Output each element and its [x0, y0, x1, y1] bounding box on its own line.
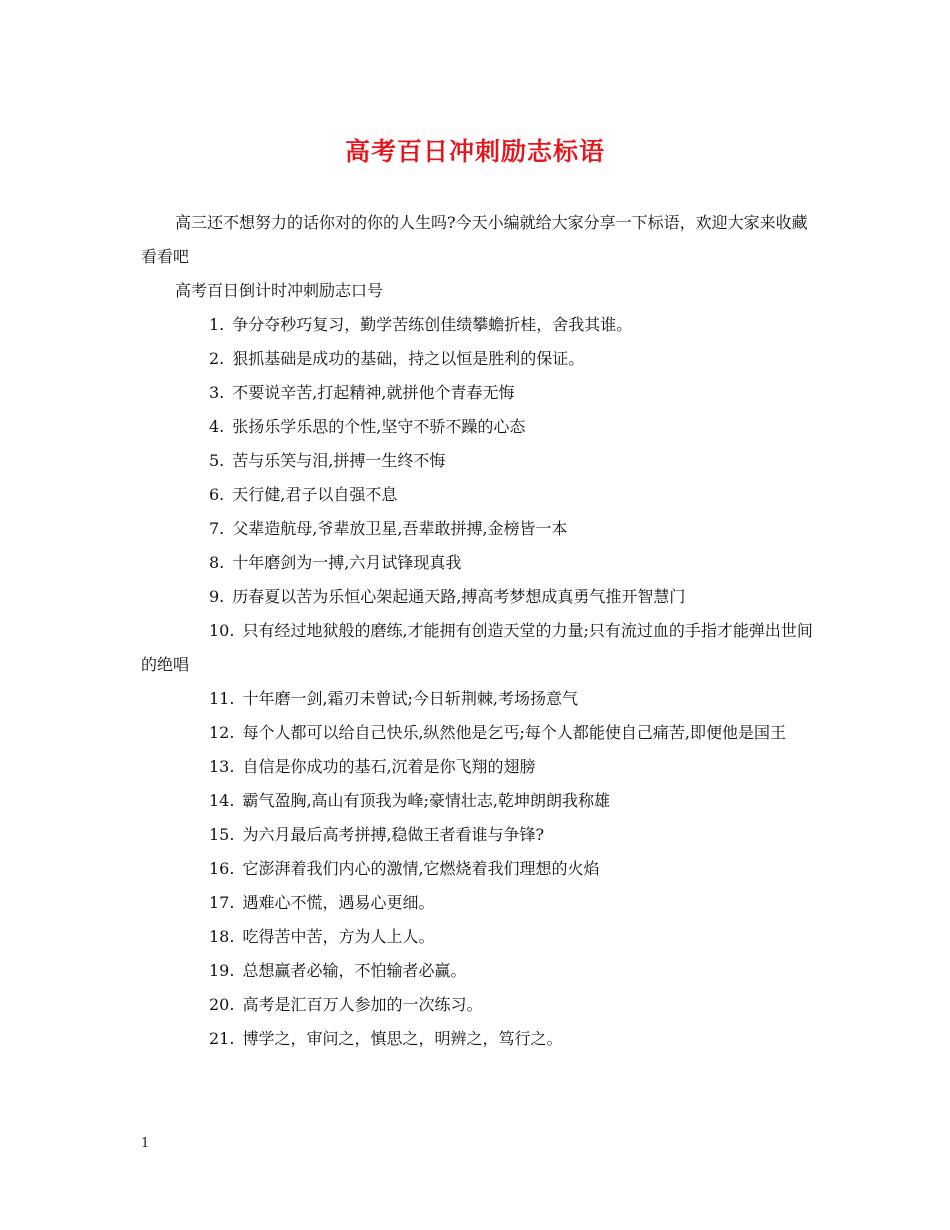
list-item [141, 444, 813, 478]
list-item [141, 682, 813, 716]
item-text: 不要说辛苦,打起精神,就拼他个青春无悔 [232, 383, 515, 402]
item-text: 张扬乐学乐思的个性,坚守不骄不躁的心态 [232, 417, 526, 436]
item-text: 自信是你成功的基石,沉着是你飞翔的翅膀 [242, 757, 536, 776]
list-item [141, 750, 813, 784]
item-number: 2. [209, 349, 225, 368]
list-item [141, 546, 813, 580]
item-number: 14. [209, 791, 235, 810]
document-title: 高考百日冲刺励志标语 [344, 137, 605, 166]
item-number: 17. [209, 893, 235, 912]
document-body [141, 206, 813, 1056]
list-item [141, 954, 813, 988]
list-item [141, 308, 813, 342]
item-text: 为六月最后高考拼搏,稳做王者看谁与争锋? [242, 825, 545, 844]
item-text: 十年磨剑为一搏,六月试锋现真我 [232, 553, 462, 572]
item-number: 18. [209, 927, 235, 946]
list-item [141, 410, 813, 444]
item-number: 11. [209, 689, 235, 708]
item-number: 3. [209, 383, 225, 402]
item-number: 19. [209, 961, 235, 980]
list-item [141, 1022, 813, 1056]
item-text: 天行健,君子以自强不息 [232, 485, 398, 504]
item-text: 只有经过地狱般的磨练,才能拥有创造天堂的力量;只有流过血的手指才能弹出世间的绝唱 [141, 621, 813, 674]
item-text: 争分夺秒巧复习，勤学苦练创佳绩攀蟾折桂，舍我其谁。 [232, 315, 633, 334]
list-item [141, 818, 813, 852]
item-number: 10. [209, 621, 235, 640]
list-item [141, 784, 813, 818]
list-item [141, 478, 813, 512]
item-number: 15. [209, 825, 235, 844]
list-item [141, 716, 813, 750]
list-item [141, 614, 813, 682]
item-text: 高考是汇百万人参加的一次练习。 [242, 995, 483, 1014]
item-text: 每个人都可以给自己快乐,纵然他是乞丐;每个人都能使自己痛苦,即便他是国王 [242, 723, 787, 742]
item-text: 遇难心不慌，遇易心更细。 [242, 893, 435, 912]
item-number: 16. [209, 859, 235, 878]
item-number: 9. [209, 587, 225, 606]
item-text: 总想赢者必输，不怕输者必赢。 [242, 961, 467, 980]
item-text: 十年磨一剑,霜刃未曾试;今日斩荆棘,考场扬意气 [242, 689, 579, 708]
item-number: 8. [209, 553, 225, 572]
item-number: 13. [209, 757, 235, 776]
slogan-list [141, 308, 813, 1056]
item-text: 父辈造航母,爷辈放卫星,吾辈敢拼搏,金榜皆一本 [232, 519, 568, 538]
list-item [141, 920, 813, 954]
page-number: 1 [141, 1136, 150, 1151]
list-item [141, 580, 813, 614]
item-number: 7. [209, 519, 225, 538]
item-text: 吃得苦中苦，方为人上人。 [242, 927, 435, 946]
list-item [141, 512, 813, 546]
list-item [141, 886, 813, 920]
item-number: 6. [209, 485, 225, 504]
item-number: 1. [209, 315, 225, 334]
list-item [141, 852, 813, 886]
section-heading: 高考百日倒计时冲刺励志口号 [175, 281, 384, 300]
list-item [141, 342, 813, 376]
item-number: 20. [209, 995, 235, 1014]
list-item [141, 376, 813, 410]
item-number: 5. [209, 451, 225, 470]
item-text: 它澎湃着我们内心的激情,它燃烧着我们理想的火焰 [242, 859, 600, 878]
intro-paragraph: 高三还不想努力的话你对的你的人生吗?今天小编就给大家分享一下标语，欢迎大家来收藏看看吧 [141, 213, 808, 266]
item-number: 21. [209, 1029, 235, 1048]
item-text: 狠抓基础是成功的基础，持之以恒是胜利的保证。 [232, 349, 585, 368]
list-item [141, 988, 813, 1022]
item-text: 博学之，审问之，慎思之，明辨之，笃行之。 [242, 1029, 563, 1048]
item-number: 4. [209, 417, 225, 436]
item-text: 霸气盈胸,高山有顶我为峰;豪情壮志,乾坤朗朗我称雄 [242, 791, 611, 810]
item-text: 苦与乐笑与泪,拼搏一生终不悔 [232, 451, 446, 470]
item-text: 历春夏以苦为乐恒心架起通天路,搏高考梦想成真勇气推开智慧门 [232, 587, 686, 606]
item-number: 12. [209, 723, 235, 742]
